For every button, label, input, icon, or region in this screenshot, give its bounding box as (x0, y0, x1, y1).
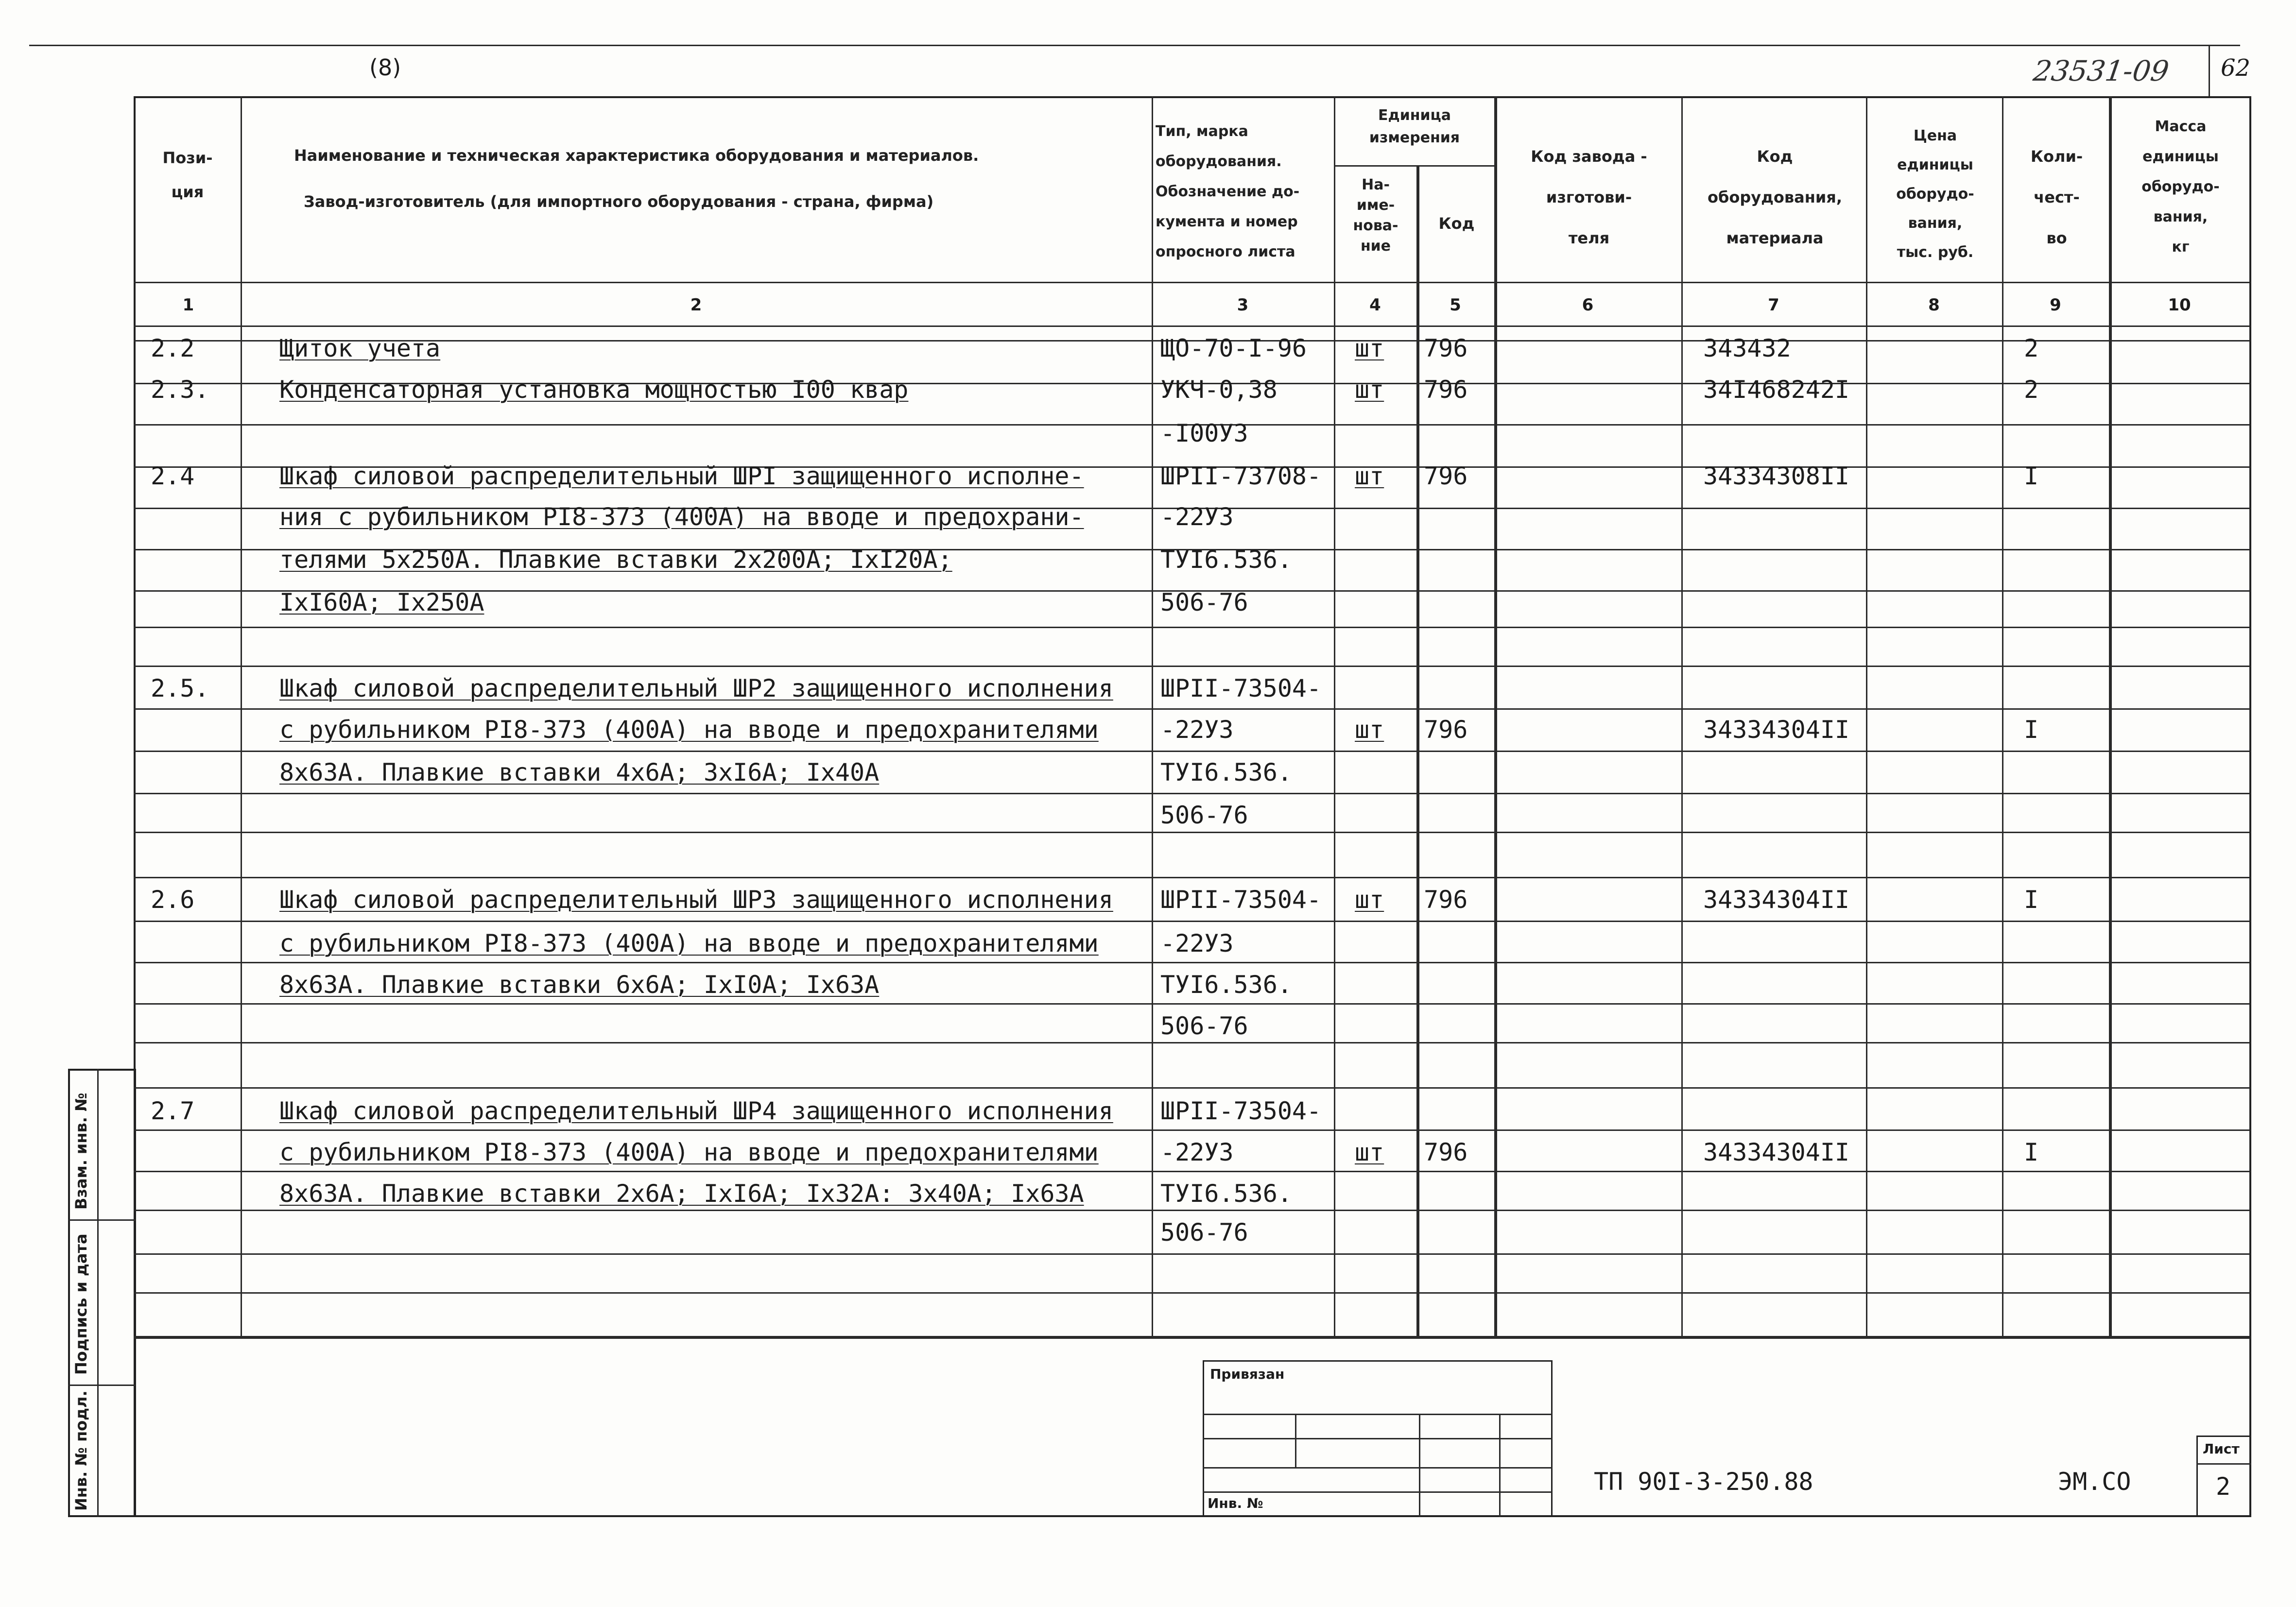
cell-type: -I00У3 (1160, 419, 1248, 447)
cell-unit-name: шт (1355, 462, 1384, 490)
header-quantity: Коли- чест- во (2030, 147, 2083, 247)
cell-position: 2.7 (151, 1097, 195, 1125)
cell-name: телями 5х250А. Плавкие вставки 2х200А; IхI20А; (279, 546, 952, 574)
cell-equipment-code: 34334308II (1703, 462, 1850, 490)
cell-type: УКЧ-0,38 (1160, 376, 1277, 404)
cell-name: с рубильником PI8-373 (400А) на вводе и предохранителями (279, 1138, 1099, 1166)
cell-equipment-code: 34334304II (1703, 1138, 1850, 1166)
cell-equipment-code: 34334304II (1703, 886, 1850, 914)
cell-name: Щиток учета (279, 334, 441, 362)
cell-type: -22У3 (1160, 716, 1234, 744)
cell-type: ТУI6.536. (1160, 546, 1292, 574)
cell-unit-code: 796 (1424, 376, 1468, 404)
header-position: Пози- ция (162, 149, 213, 201)
cell-quantity: I (2024, 1138, 2039, 1166)
cell-type: ШРII-73708- (1160, 462, 1322, 490)
cell-position: 2.6 (151, 886, 195, 914)
column-number-5: 5 (1450, 295, 1461, 315)
cell-type: ТУI6.536. (1160, 1180, 1292, 1208)
cell-quantity: I (2024, 716, 2039, 744)
cell-unit-name: шт (1355, 334, 1384, 362)
cell-unit-name: шт (1355, 1138, 1384, 1166)
page-number-top: 62 (2221, 54, 2251, 82)
header-name-line2: Завод-изготовитель (для импортного оборудования - страна, фирма) (304, 192, 934, 211)
header-price: Цена единицы оборудо- вания, тыс. руб. (1896, 127, 1974, 261)
column-number-4: 4 (1369, 295, 1381, 315)
cell-name: IхI60А; Iх250А (279, 588, 484, 616)
cell-name: Шкаф силовой распределительный ШР3 защищенного исполнения (279, 886, 1113, 914)
column-number-1: 1 (182, 295, 194, 315)
cell-equipment-code: 34I468242I (1703, 376, 1850, 404)
sheet-label: Лист (2203, 1441, 2240, 1457)
cell-name: 8х63А. Плавкие вставки 4х6А; 3хI6А; Iх40А (279, 758, 880, 786)
cell-position: 2.2 (151, 334, 195, 362)
cell-name: 8х63А. Плавкие вставки 6х6А; IхI0А; Iх63А (279, 971, 880, 999)
cell-quantity: I (2024, 462, 2039, 490)
header-mass: Масса единицы оборудо- вания, кг (2141, 118, 2220, 256)
cell-name: с рубильником PI8-373 (400А) на вводе и предохранителями (279, 929, 1099, 957)
cell-type: ТУI6.536. (1160, 758, 1292, 786)
side-stamp-inv-podl: Инв. № подл. (72, 1390, 90, 1511)
cell-type: -22У3 (1160, 1138, 1234, 1166)
header-equipment-code: Код оборудования, материала (1708, 147, 1842, 247)
cell-type: ШРII-73504- (1160, 1097, 1322, 1125)
column-number-10: 10 (2168, 295, 2191, 315)
cell-unit-code: 796 (1424, 886, 1468, 914)
cell-type: ТУI6.536. (1160, 971, 1292, 999)
header-type: Тип, марка оборудования. Обозначение до- кумента и номер опросного листа (1156, 123, 1300, 260)
cell-type: 506-76 (1160, 801, 1248, 829)
header-unit-code: Код (1438, 214, 1475, 233)
side-stamp-vzam: Взам. инв. № (72, 1093, 90, 1210)
cell-type: ЩО-70-I-96 (1160, 334, 1307, 362)
handwritten-doc-number: 23531-09 (2031, 54, 2171, 87)
cell-equipment-code: 34334304II (1703, 716, 1850, 744)
cell-name: 8х63А. Плавкие вставки 2х6А; IхI6А; Iх32А: 3х40А; Iх63А (279, 1180, 1084, 1208)
column-number-3: 3 (1237, 295, 1249, 315)
cell-name: Шкаф силовой распределительный ШР4 защищенного исполнения (279, 1097, 1113, 1125)
column-number-7: 7 (1768, 295, 1779, 315)
cell-position: 2.4 (151, 462, 195, 490)
cell-position: 2.5. (151, 674, 209, 702)
cell-unit-name: шт (1355, 376, 1384, 404)
column-number-8: 8 (1928, 295, 1940, 315)
inv-no-label: Инв. № (1208, 1495, 1263, 1511)
cell-type: ШРII-73504- (1160, 886, 1322, 914)
cell-name: Шкаф силовой распределительный ШР2 защищенного исполнения (279, 674, 1113, 702)
document-code: ТП 90I-3-250.88 (1594, 1468, 1813, 1496)
cell-unit-code: 796 (1424, 716, 1468, 744)
cell-quantity: 2 (2024, 376, 2039, 404)
cell-unit-code: 796 (1424, 334, 1468, 362)
cell-name: с рубильником PI8-373 (400А) на вводе и предохранителями (279, 716, 1099, 744)
cell-unit-name: шт (1355, 716, 1384, 744)
cell-type: 506-76 (1160, 588, 1248, 616)
cell-position: 2.3. (151, 376, 209, 404)
cell-type: -22У3 (1160, 929, 1234, 957)
cell-type: ШРII-73504- (1160, 674, 1322, 702)
cell-type: -22У3 (1160, 503, 1234, 531)
column-number-2: 2 (690, 295, 702, 315)
cell-unit-code: 796 (1424, 1138, 1468, 1166)
cell-unit-code: 796 (1424, 462, 1468, 490)
cell-name: ния с рубильником PI8-373 (400A) на вводе и предохрани- (279, 503, 1084, 531)
sheet-marker: (8) (369, 54, 401, 81)
cell-equipment-code: 343432 (1703, 334, 1791, 362)
column-number-9: 9 (2050, 295, 2061, 315)
side-stamp-podpis: Подпись и дата (72, 1233, 90, 1375)
cell-name: Шкаф силовой распределительный ШРI защищенного исполне- (279, 462, 1084, 490)
header-unit-name: На- име- нова- ние (1353, 176, 1398, 255)
cell-type: 506-76 (1160, 1218, 1248, 1247)
column-number-6: 6 (1582, 295, 1594, 315)
header-unit-group: Единица измерения (1369, 107, 1460, 146)
cell-name: Конденсаторная установка мощностью I00 квар (279, 376, 909, 404)
cell-quantity: 2 (2024, 334, 2039, 362)
privyazan-label: Привязан (1210, 1366, 1285, 1382)
document-section: ЭМ.СО (2058, 1468, 2131, 1496)
cell-type: 506-76 (1160, 1012, 1248, 1040)
sheet-number: 2 (2216, 1472, 2231, 1501)
cell-unit-name: шт (1355, 886, 1384, 914)
header-factory-code: Код завода - изготови- теля (1531, 147, 1647, 247)
cell-quantity: I (2024, 886, 2039, 914)
header-name-line1: Наименование и техническая характеристика оборудования и материалов. (294, 146, 979, 165)
